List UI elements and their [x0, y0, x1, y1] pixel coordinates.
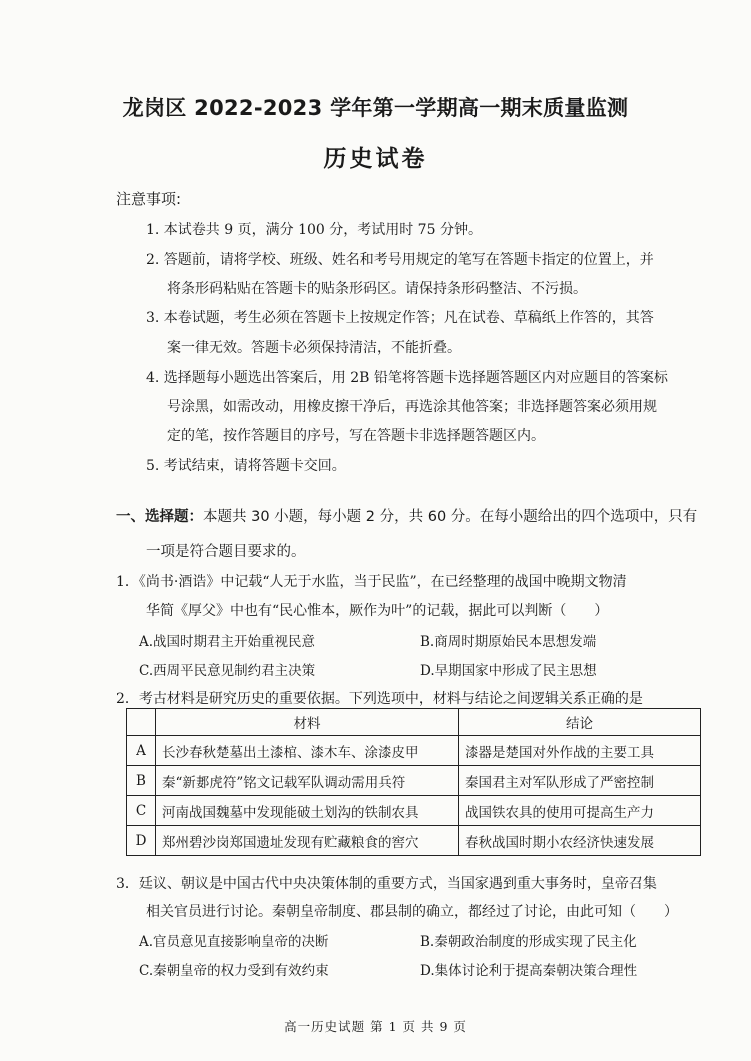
- q1-stem: 1．《尚书·酒诰》中记载“人无于水监，当于民监”，在已经整理的战国中晚期文物清: [116, 574, 627, 590]
- q1-option-d: D.早期国家中形成了民主思想: [420, 663, 597, 679]
- row-material: 秦“新郪虎符”铭文记载军队调动需用兵符: [156, 766, 459, 796]
- q3-option-d: D.集体讨论利于提高秦朝决策合理性: [420, 963, 638, 979]
- table-row: [127, 796, 701, 826]
- notice-line: 2. 答题前，请将学校、班级、姓名和考号用规定的笔写在答题卡指定的位置上，并: [146, 252, 654, 268]
- section-lead: 一、选择题：: [116, 509, 203, 525]
- notice-line: 4. 选择题每小题选出答案后，用 2B 铅笔将答题卡选择题答题区内对应题目的答案标: [146, 370, 668, 386]
- notice-line: 定的笔，按作答题目的序号，写在答题卡非选择题答题区内。: [167, 428, 545, 444]
- q1-option-a: A.战国时期君主开始重视民意: [139, 634, 316, 650]
- section-heading: [116, 505, 697, 526]
- notice-line: 将条形码粘贴在答题卡的贴条形码区。请保持条形码整洁、不污损。: [167, 281, 587, 297]
- row-material: 河南战国魏墓中发现能破土划沟的铁制农具: [156, 796, 459, 826]
- table-header-material: 材料: [156, 709, 459, 736]
- section-text-cont: 一项是符合题目要求的。: [146, 544, 306, 560]
- row-key: A: [127, 736, 156, 766]
- row-conclusion: 春秋战国时期小农经济快速发展: [459, 826, 701, 856]
- q1-option-b: B.商周时期原始民本思想发端: [420, 634, 597, 650]
- row-conclusion: 战国铁农具的使用可提高生产力: [459, 796, 701, 826]
- row-key: C: [127, 796, 156, 826]
- section-text: 本题共 30 小题，每小题 2 分，共 60 分。在每小题给出的四个选项中，只有: [203, 509, 698, 525]
- row-conclusion: 秦国君主对军队形成了严密控制: [459, 766, 701, 796]
- notice-line: 号涂黑，如需改动，用橡皮擦干净后，再选涂其他答案；非选择题答案必须用规: [167, 399, 657, 415]
- row-key: B: [127, 766, 156, 796]
- q1-option-c: C.西周平民意见制约君主决策: [139, 663, 316, 679]
- q3-stem: 3．廷议、朝议是中国古代中央决策体制的重要方式，当国家遇到重大事务时，皇帝召集: [116, 876, 657, 892]
- notice-line: 1. 本试卷共 9 页，满分 100 分，考试用时 75 分钟。: [146, 222, 482, 238]
- row-conclusion: 漆器是楚国对外作战的主要工具: [459, 736, 701, 766]
- notice-line: 5. 考试结束，请将答题卡交回。: [146, 458, 346, 474]
- table-row: [127, 736, 701, 766]
- q2-material-table: [126, 708, 701, 856]
- q3-stem: 相关官员进行讨论。秦朝皇帝制度、郡县制的确立，都经过了讨论，由此可知（ ）: [146, 904, 678, 920]
- exam-title: 龙岗区 2022-2023 学年第一学期高一期末质量监测: [122, 96, 629, 120]
- q3-option-a: A.官员意见直接影响皇帝的决断: [139, 934, 329, 950]
- q1-stem: 华简《厚父》中也有“民心惟本，厥作为叶”的记载，据此可以判断（ ）: [146, 603, 609, 619]
- table-header-conclusion: 结论: [459, 709, 701, 736]
- q3-option-c: C.秦朝皇帝的权力受到有效约束: [139, 963, 329, 979]
- notice-heading: 注意事项:: [116, 190, 182, 208]
- notice-line: 案一律无效。答题卡必须保持清洁，不能折叠。: [167, 340, 461, 356]
- table-header-row: [127, 709, 701, 736]
- exam-subtitle: 历史试卷: [323, 146, 428, 172]
- table-row: [127, 766, 701, 796]
- q2-stem: 2．考古材料是研究历史的重要依据。下列选项中，材料与结论之间逻辑关系正确的是: [116, 691, 643, 707]
- table-header-key: [127, 709, 156, 736]
- row-key: D: [127, 826, 156, 856]
- q3-option-b: B.秦朝政治制度的形成实现了民主化: [420, 934, 637, 950]
- page-footer: 高一历史试题 第 1 页 共 9 页: [284, 1019, 467, 1034]
- table-row: [127, 826, 701, 856]
- row-material: 郑州碧沙岗郑国遗址发现有贮藏粮食的窖穴: [156, 826, 459, 856]
- notice-line: 3. 本卷试题，考生必须在答题卡上按规定作答；凡在试卷、草稿纸上作答的，其答: [146, 310, 654, 326]
- row-material: 长沙春秋楚墓出土漆棺、漆木车、涂漆皮甲: [156, 736, 459, 766]
